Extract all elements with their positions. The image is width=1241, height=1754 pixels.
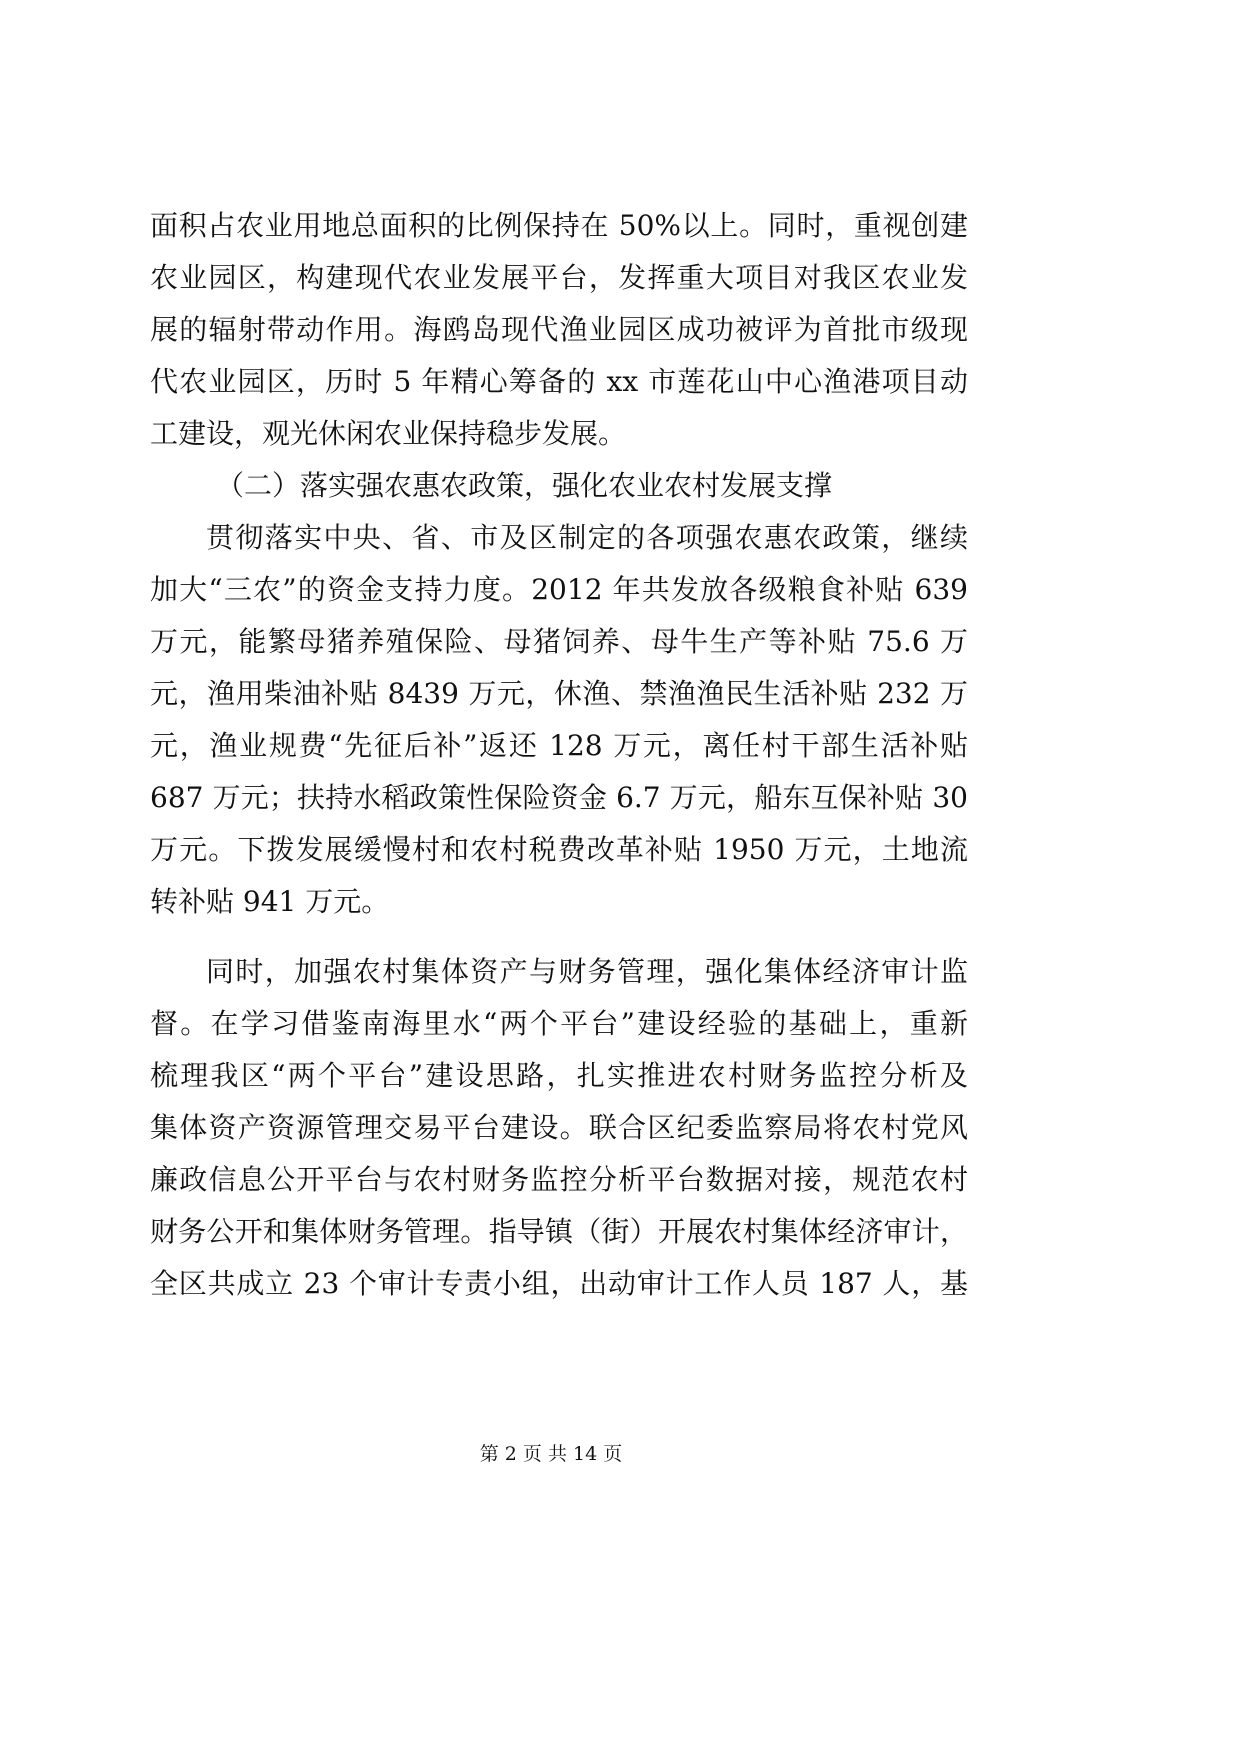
- document-body: [150, 200, 968, 1310]
- page-footer: 第 2 页 共 14 页: [479, 1443, 623, 1465]
- paragraph-line-1: 面积占农业用地总面积的比例保持在 50%以上。同时，重视创建: [150, 209, 968, 242]
- paragraph-line-7: 贯彻落实中央、省、市及区制定的各项强农惠农政策，继续: [206, 521, 968, 554]
- paragraph-line-2: 农业园区，构建现代农业发展平台，发挥重大项目对我区农业发: [150, 261, 968, 294]
- paragraph-line-19: 廉政信息公开平台与农村财务监控分析平台数据对接，规范农村: [150, 1163, 968, 1196]
- paragraph-line-3: 展的辐射带动作用。海鸥岛现代渔业园区成功被评为首批市级现: [150, 313, 968, 346]
- paragraph-line-21: 全区共成立 23 个审计专责小组，出动审计工作人员 187 人，基: [150, 1267, 968, 1300]
- paragraph-line-20: 财务公开和集体财务管理。指导镇（街）开展农村集体经济审计，: [150, 1215, 968, 1248]
- paragraph-line-14: 转补贴 941 万元。: [150, 885, 390, 918]
- paragraph-line-8: 加大“三农”的资金支持力度。2012 年共发放各级粮食补贴 639: [150, 573, 968, 606]
- paragraph-line-12: 687 万元；扶持水稻政策性保险资金 6.7 万元，船东互保补贴 30: [150, 781, 968, 814]
- paragraph-line-16: 督。在学习借鉴南海里水“两个平台”建设经验的基础上，重新: [150, 1007, 968, 1040]
- section-heading: （二）落实强农惠农政策，强化农业农村发展支撑: [216, 469, 833, 502]
- paragraph-line-5: 工建设，观光休闲农业保持稳步发展。: [150, 417, 627, 450]
- paragraph-spacer: [150, 928, 968, 946]
- paragraph-line-9: 万元，能繁母猪养殖保险、母猪饲养、母牛生产等补贴 75.6 万: [150, 625, 968, 658]
- paragraph-line-13: 万元。下拨发展缓慢村和农村税费改革补贴 1950 万元，土地流: [150, 833, 968, 866]
- paragraph-line-11: 元，渔业规费“先征后补”返还 128 万元，离任村干部生活补贴: [150, 729, 968, 762]
- paragraph-line-10: 元，渔用柴油补贴 8439 万元，休渔、禁渔渔民生活补贴 232 万: [150, 677, 968, 710]
- paragraph-line-4: 代农业园区，历时 5 年精心筹备的 xx 市莲花山中心渔港项目动: [150, 365, 968, 398]
- paragraph-line-18: 集体资产资源管理交易平台建设。联合区纪委监察局将农村党风: [150, 1111, 968, 1144]
- paragraph-line-15: 同时，加强农村集体资产与财务管理，强化集体经济审计监: [206, 955, 968, 988]
- paragraph-line-17: 梳理我区“两个平台”建设思路，扎实推进农村财务监控分析及: [150, 1059, 968, 1092]
